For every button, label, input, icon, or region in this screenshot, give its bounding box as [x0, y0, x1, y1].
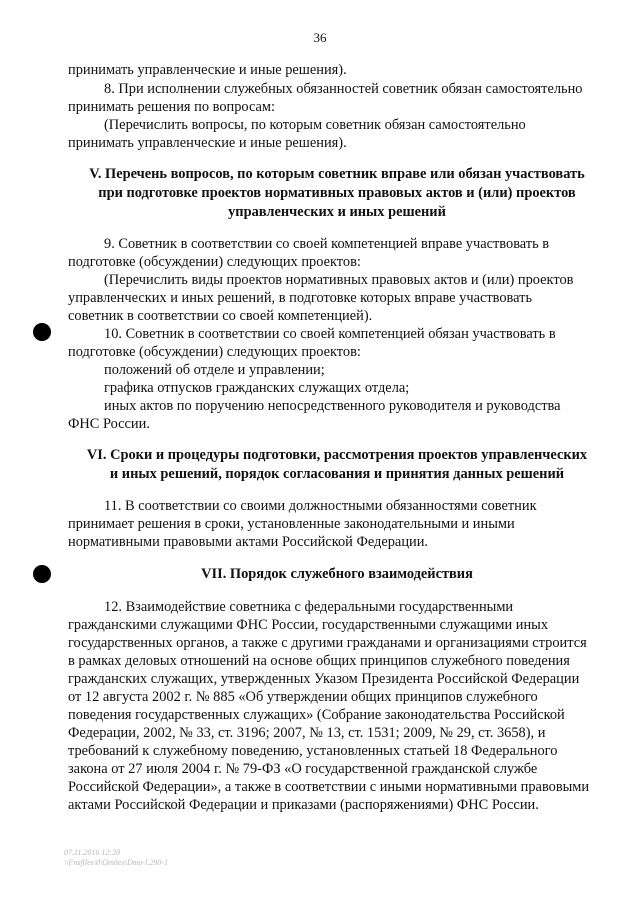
text-line: 12. Взаимодействие советника с федеральными государственными	[104, 599, 514, 615]
footer-timestamp: 07.11.2016 12:20	[64, 848, 121, 857]
text-line: закона от 27 июля 2004 г. № 79-ФЗ «О государственной гражданской службе	[68, 761, 538, 777]
text-line: подготовке (обсуждении) следующих проектов:	[68, 344, 361, 360]
text-line: 10. Советник в соответствии со своей компетенцией обязан участвовать в	[104, 326, 556, 342]
section-heading-v: V. Перечень вопросов, по которым советник вправе или обязан участвовать	[89, 166, 585, 182]
text-line: принимать решения по вопросам:	[68, 99, 276, 115]
text-line: (Перечислить виды проектов нормативных правовых актов и (или) проектов	[104, 272, 574, 288]
text-line: поведения государственных служащих» (Собрание законодательства Российской	[68, 707, 565, 723]
text-line: управленческих и иных решений, в подготовке которых вправе участвовать	[68, 290, 533, 306]
text-line: Федерации, 2002, № 33, ст. 3196; 2007, № 13, ст. 1531; 2009, № 29, ст. 3658), и	[68, 725, 546, 741]
text-line: (Перечислить вопросы, по которым советник обязан самостоятельно	[104, 117, 526, 133]
text-line: советник в соответствии со своей компетенцией).	[68, 308, 373, 324]
text-line: Российской Федерации», а также в соответствии с иными нормативными правовыми	[68, 779, 590, 795]
text-line: 11. В соответствии со своими должностными обязанностями советник	[104, 498, 537, 514]
text-line: принимает решения в сроки, установленные законодательными и иными	[68, 516, 515, 532]
text-line: 9. Советник в соответствии со своей компетенцией вправе участвовать в	[104, 236, 550, 252]
section-heading-v: управленческих и иных решений	[228, 204, 446, 220]
text-line: гражданскими служащими ФНС России, государственными служащими иных	[68, 617, 549, 633]
section-heading-vi: и иных решений, порядок согласования и принятия данных решений	[109, 466, 565, 482]
text-line: подготовке (обсуждении) следующих проектов:	[68, 254, 361, 270]
text-line: положений об отделе и управлении;	[104, 362, 325, 378]
text-line: принимать управленческие и иные решения).	[68, 62, 347, 78]
section-heading-vii: VII. Порядок служебного взаимодействия	[201, 566, 473, 582]
text-line: гражданских служащих, утвержденных Указом Президента Российской Федерации	[68, 671, 580, 687]
punch-hole	[33, 565, 51, 583]
text-line: нормативными правовыми актами Российской Федерации.	[68, 534, 429, 550]
text-line: от 12 августа 2002 г. № 885 «Об утверждении общих принципов служебного	[68, 689, 538, 705]
punch-hole	[33, 323, 51, 341]
footer-filepath: \\Fnsfiles\0\Отдел\Dmo-l.290-1	[64, 858, 169, 867]
section-heading-v: при подготовке проектов нормативных правовых актов и (или) проектов	[98, 185, 576, 201]
text-line: графика отпусков гражданских служащих отдела;	[104, 380, 410, 396]
text-line: требований к служебному поведению, установленных статьей 18 Федерального	[68, 743, 558, 759]
text-line: ФНС России.	[68, 416, 150, 432]
section-heading-vi: VI. Сроки и процедуры подготовки, рассмотрения проектов управленческих	[86, 447, 588, 463]
text-line: актами Российской Федерации и приказами (распоряжениями) ФНС России.	[68, 797, 539, 813]
text-line: в рамках деловых отношений на основе общих принципов служебного поведения	[68, 653, 570, 669]
text-line: 8. При исполнении служебных обязанностей советник обязан самостоятельно	[104, 81, 583, 97]
page-number: 36	[313, 30, 327, 45]
text-line: принимать управленческие и иные решения).	[68, 135, 347, 151]
text-line: государственных органов, а также с другими гражданами и организациями строится	[68, 635, 587, 651]
text-line: иных актов по поручению непосредственного руководителя и руководства	[104, 398, 561, 414]
